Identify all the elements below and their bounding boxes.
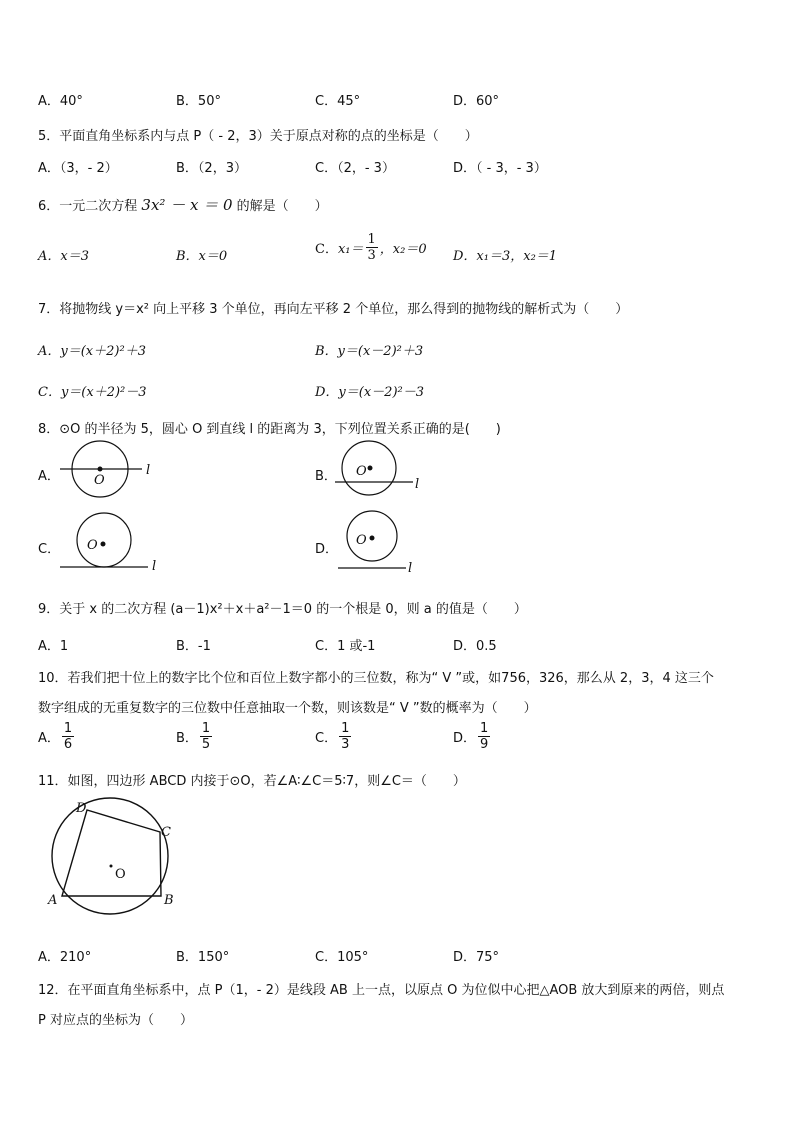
- option-label: A．: [38, 731, 60, 746]
- label-l: l: [408, 561, 413, 576]
- q9-option-a: A．1: [38, 639, 69, 654]
- center-dot: [110, 865, 113, 868]
- q7-stem: 7．将抛物线 y＝x² 向上平移 3 个单位，再向左平移 2 个单位，那么得到的抛物线的解析式为（ ）: [38, 302, 629, 317]
- q8-option-a-label: A．: [38, 469, 60, 484]
- q10-option-c: [315, 722, 353, 751]
- q6-option-c-x2: ，x₂＝0: [379, 242, 427, 257]
- q4-option-c: C．45°: [315, 94, 361, 109]
- option-fraction: [478, 722, 490, 751]
- q9-option-d: D．0.5: [453, 639, 497, 654]
- q10-option-a: [38, 722, 76, 751]
- option-fraction: [62, 722, 74, 751]
- fraction-numerator: 1: [63, 721, 73, 736]
- q6-option-b: B．x＝0: [176, 249, 228, 264]
- label-b: B: [164, 893, 174, 908]
- q4-option-d: D．60°: [453, 94, 500, 109]
- option-label: D．: [453, 731, 477, 746]
- q7-option-c: C．y＝(x＋2)²－3: [38, 385, 147, 400]
- center-dot: [98, 467, 103, 472]
- q10-stem-line1: 10．若我们把十位上的数字比个位和百位上数字都小的三位数，称为“ V ”或，如756，326，那么从 2，3，4 这三个: [38, 671, 714, 686]
- label-l: l: [146, 463, 151, 478]
- q6-option-d: D．x₁＝3，x₂＝1: [453, 249, 558, 264]
- q6-option-c: [315, 233, 427, 262]
- q9-option-b: B．-1: [176, 639, 211, 654]
- fraction-numerator: 1: [367, 232, 376, 247]
- q11-option-b: B．150°: [176, 950, 230, 965]
- q12-stem-line1: 12．在平面直角坐标系中，点 P（1，- 2）是线段 AB 上一点，以原点 O 为位似中心把△AOB 放大到原来的两倍，则点: [38, 983, 725, 998]
- q8-figure-d: [338, 510, 438, 575]
- q8-figure-b: [335, 440, 435, 500]
- q6-stem: [38, 194, 328, 215]
- q6-equation: 3x² － x ＝ 0: [141, 196, 233, 214]
- q5-option-c: C．（2，- 3）: [315, 161, 395, 176]
- q6-option-c-x1: x₁＝: [337, 242, 364, 257]
- label-a: A: [48, 893, 58, 908]
- label-o: O: [356, 464, 367, 479]
- fraction-denominator: 6: [63, 737, 73, 752]
- q11-option-d: D．75°: [453, 950, 500, 965]
- label-o: O: [94, 473, 105, 488]
- fraction-denominator: 5: [201, 737, 211, 752]
- q6-option-c-fraction: [366, 233, 378, 262]
- label-o: O: [87, 538, 98, 553]
- label-o: O: [115, 867, 126, 882]
- fraction-numerator: 1: [341, 721, 350, 736]
- center-dot: [370, 536, 375, 541]
- label-l: l: [415, 477, 420, 492]
- q11-stem: 11．如图，四边形 ABCD 内接于⊙O，若∠A∶∠C＝5∶7，则∠C＝（ ）: [38, 774, 466, 789]
- circle-shape: [77, 513, 131, 567]
- option-fraction: [339, 722, 351, 751]
- q6-stem-prefix: 6．一元二次方程: [38, 199, 138, 214]
- q11-option-c: C．105°: [315, 950, 369, 965]
- q8-option-c-label: C．: [38, 542, 61, 557]
- q10-option-d: [453, 722, 492, 751]
- q11-figure: [40, 798, 190, 913]
- q5-option-a: A．（3，- 2）: [38, 161, 118, 176]
- q9-stem: 9．关于 x 的二次方程 (a－1)x²＋x＋a²－1＝0 的一个根是 0，则 a 的值是（ ）: [38, 602, 527, 617]
- option-label: B．: [176, 731, 198, 746]
- q6-stem-suffix: 的解是（ ）: [236, 199, 328, 214]
- center-dot: [101, 542, 106, 547]
- q7-option-a: A．y＝(x＋2)²＋3: [38, 344, 146, 359]
- fraction-denominator: 9: [480, 737, 489, 752]
- q8-stem: 8．⊙O 的半径为 5，圆心 O 到直线 l 的距离为 3，下列位置关系正确的是( ): [38, 422, 501, 437]
- q6-option-c-label: C．: [315, 242, 338, 257]
- q11-option-a: A．210°: [38, 950, 92, 965]
- q4-option-b: B．50°: [176, 94, 221, 109]
- q10-stem-line2: 数字组成的无重复数字的三位数中任意抽取一个数，则该数是“ V ”数的概率为（ ）: [38, 701, 537, 716]
- label-l: l: [152, 559, 157, 574]
- q8-option-b-label: B．: [315, 469, 337, 484]
- q5-option-b: B．（2，3）: [176, 161, 247, 176]
- fraction-denominator: 3: [367, 248, 376, 263]
- fraction-numerator: 1: [480, 721, 489, 736]
- quadrilateral-abcd: [62, 810, 161, 896]
- q8-option-d-label: D．: [315, 542, 339, 557]
- label-c: C: [161, 825, 171, 840]
- q6-option-a: A．x＝3: [38, 249, 89, 264]
- center-dot: [368, 466, 373, 471]
- q12-stem-line2: P 对应点的坐标为（ ）: [38, 1013, 193, 1028]
- q10-option-b: [176, 722, 214, 751]
- fraction-numerator: 1: [201, 721, 211, 736]
- label-d: D: [76, 801, 87, 816]
- option-fraction: [200, 722, 212, 751]
- q4-option-a: A．40°: [38, 94, 83, 109]
- q8-figure-c: [60, 512, 170, 574]
- q7-option-d: D．y＝(x－2)²－3: [315, 385, 424, 400]
- q5-stem: 5．平面直角坐标系内与点 P（ - 2，3）关于原点对称的点的坐标是（ ）: [38, 129, 478, 144]
- q8-figure-a: [60, 440, 170, 500]
- fraction-denominator: 3: [341, 737, 350, 752]
- label-o: O: [356, 533, 367, 548]
- q5-option-d: D．（ - 3，- 3）: [453, 161, 547, 176]
- q7-option-b: B．y＝(x－2)²＋3: [315, 344, 424, 359]
- option-label: C．: [315, 731, 338, 746]
- q9-option-c: C．1 或-1: [315, 639, 376, 654]
